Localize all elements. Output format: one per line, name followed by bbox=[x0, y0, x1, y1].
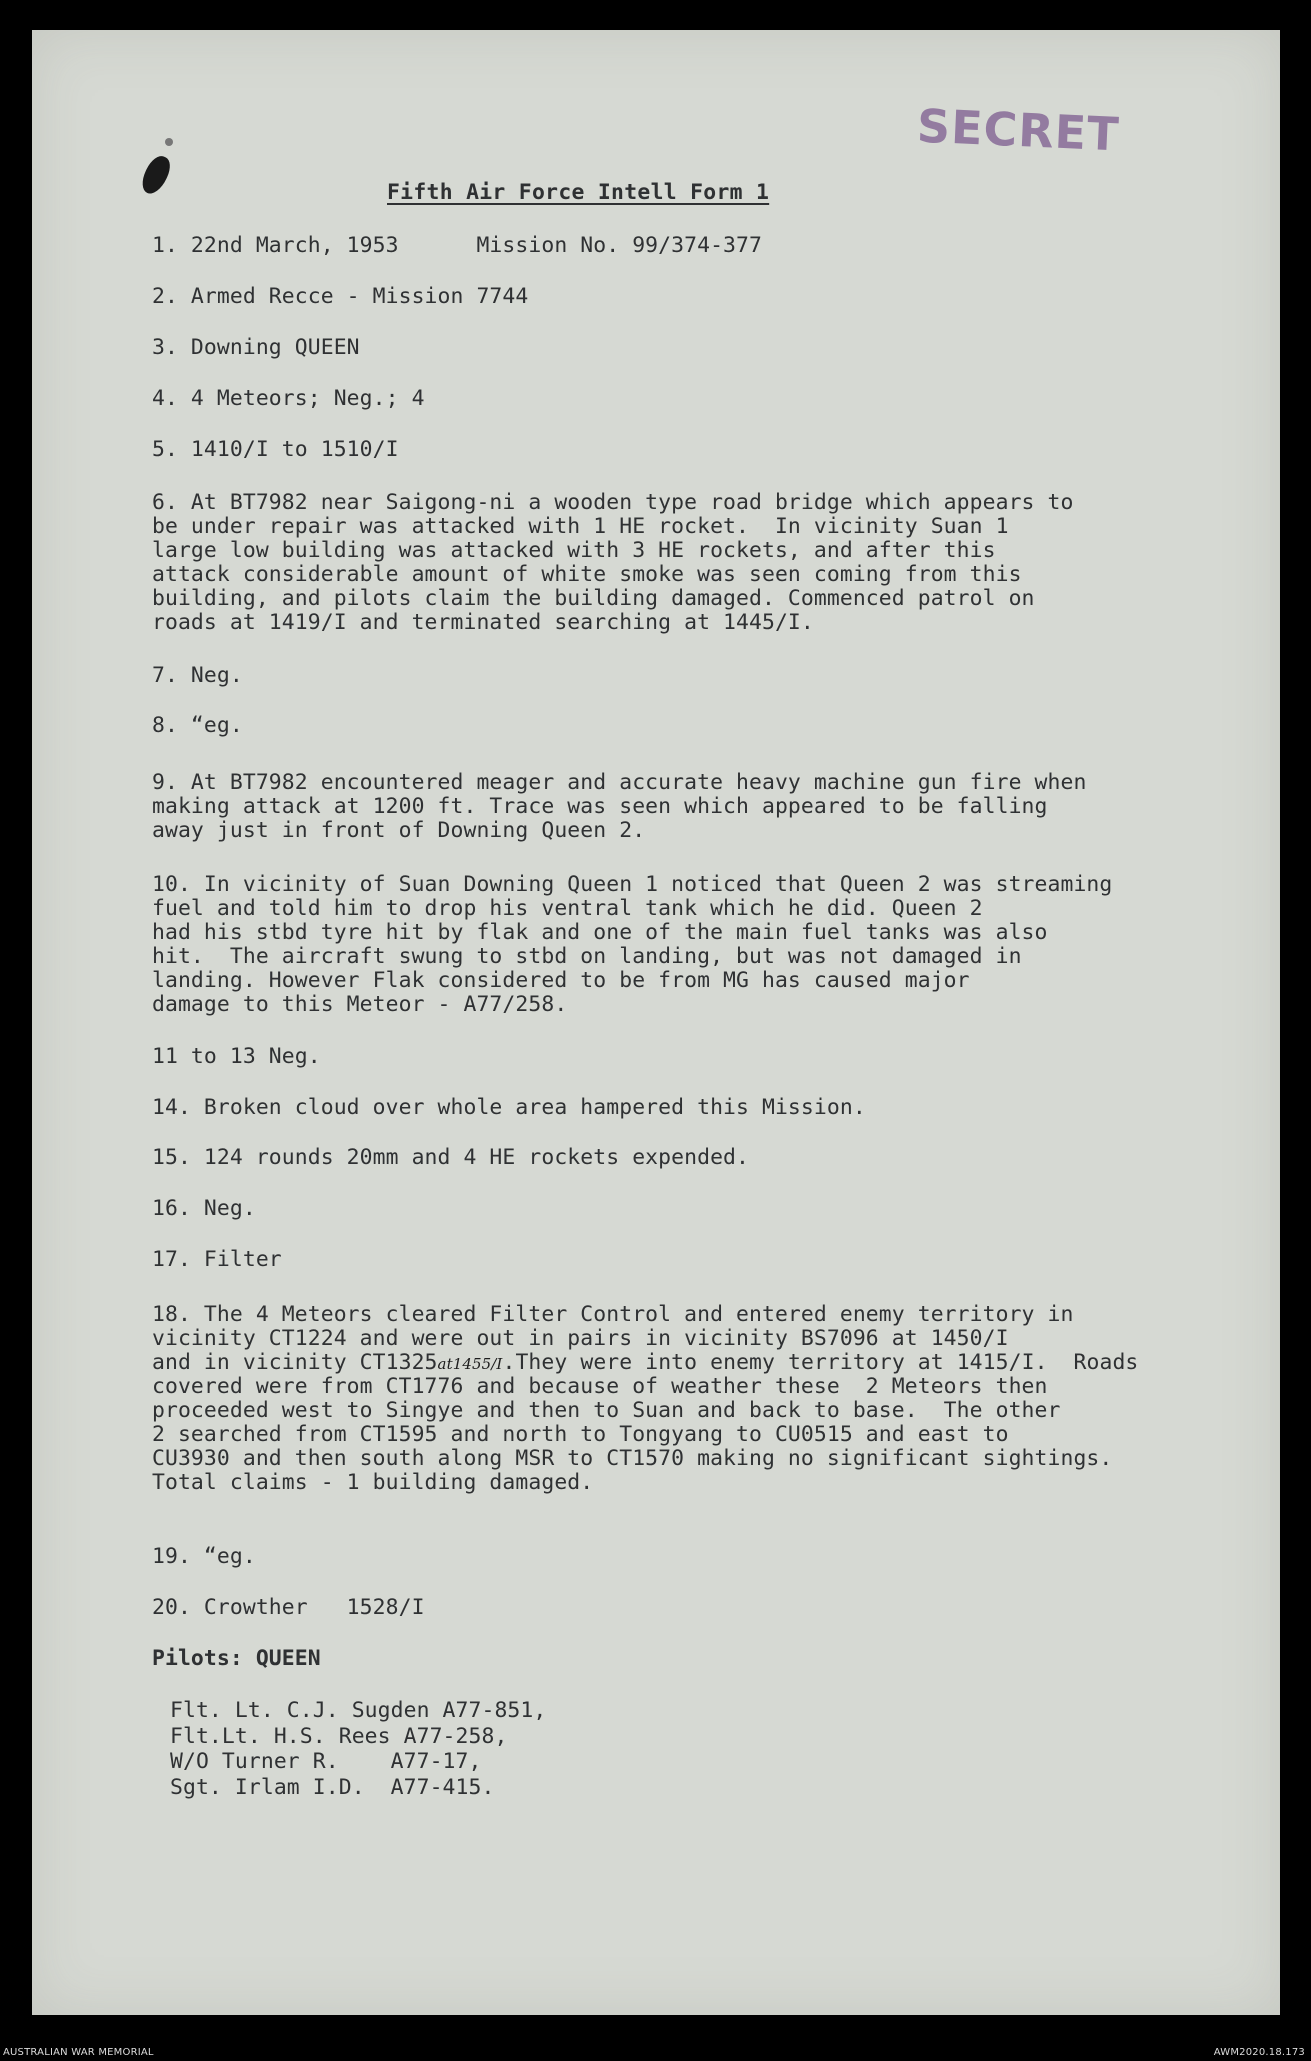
pilot-list bbox=[170, 1698, 546, 1800]
item-10-line: had his stbd tyre hit by flak and one of the main fuel tanks was also bbox=[152, 920, 1048, 945]
item-9-line: away just in front of Downing Queen 2. bbox=[152, 818, 646, 843]
item-6-line: large low building was attacked with 3 HE rockets, and after this bbox=[152, 538, 996, 563]
pilot-entry: W/O Turner R. A77-17, bbox=[170, 1749, 482, 1774]
item-8: 8. “eg. bbox=[152, 713, 243, 738]
item-18 bbox=[152, 1302, 1282, 1494]
item-10-line: 10. In vicinity of Suan Downing Queen 1 noticed that Queen 2 was streaming bbox=[152, 872, 1113, 897]
item-9-line: 9. At BT7982 encountered meager and accurate heavy machine gun fire when bbox=[152, 770, 1087, 795]
item-18-line: proceeded west to Singye and then to Suan and back to base. The other bbox=[152, 1398, 1061, 1423]
handwritten-annotation: at1455/I bbox=[437, 1355, 503, 1373]
pilot-entry: Sgt. Irlam I.D. A77-415. bbox=[170, 1774, 495, 1800]
item-18-line: vicinity CT1224 and were out in pairs in vicinity BS7096 at 1450/I bbox=[152, 1326, 1009, 1351]
item-15: 15. 124 rounds 20mm and 4 HE rockets expended. bbox=[152, 1145, 749, 1170]
item-10-line: landing. However Flak considered to be from MG has caused major bbox=[152, 968, 970, 993]
item-6-line: building, and pilots claim the building damaged. Commenced patrol on bbox=[152, 586, 1035, 611]
item-20: 20. Crowther 1528/I bbox=[152, 1595, 425, 1620]
item-6-line: roads at 1419/I and terminated searching at 1445/I. bbox=[152, 610, 814, 635]
item-18-line: CU3930 and then south along MSR to CT1570 making no significant sightings. bbox=[152, 1446, 1113, 1471]
item-17: 17. Filter bbox=[152, 1247, 282, 1272]
document-page bbox=[32, 30, 1280, 2015]
item-6-line: 6. At BT7982 near Saigong-ni a wooden type road bridge which appears to bbox=[152, 490, 1074, 515]
item-18-line-end: .They were into enemy territory at 1415/I. Roads bbox=[502, 1350, 1139, 1375]
item-4: 4. 4 Meteors; Neg.; 4 bbox=[152, 386, 425, 411]
item-1: 1. 22nd March, 1953 Mission No. 99/374-377 bbox=[152, 233, 762, 258]
footer-accession-number: AWM2020.18.173 bbox=[1213, 2047, 1305, 2058]
item-18-line bbox=[152, 1350, 1282, 1374]
pilot-entry: Flt.Lt. H.S. Rees A77-258, bbox=[170, 1723, 508, 1749]
item-9 bbox=[152, 770, 1282, 842]
footer-institution: AUSTRALIAN WAR MEMORIAL bbox=[3, 2047, 154, 2058]
item-10-line: fuel and told him to drop his ventral tank which he did. Queen 2 bbox=[152, 896, 983, 921]
item-18-line: Total claims - 1 building damaged. bbox=[152, 1470, 594, 1495]
item-3: 3. Downing QUEEN bbox=[152, 335, 360, 360]
item-9-line: making attack at 1200 ft. Trace was seen which appeared to be falling bbox=[152, 794, 1048, 819]
item-10-line: hit. The aircraft swung to stbd on landing, but was not damaged in bbox=[152, 944, 1022, 969]
item-6-line: be under repair was attacked with 1 HE rocket. In vicinity Suan 1 bbox=[152, 514, 1009, 539]
punch-mark bbox=[165, 138, 173, 146]
pilot-entry: Flt. Lt. C.J. Sugden A77-851, bbox=[170, 1698, 547, 1723]
item-2: 2. Armed Recce - Mission 7744 bbox=[152, 284, 529, 309]
paper-sheet bbox=[32, 30, 1280, 2015]
item-18-line: 2 searched from CT1595 and north to Tongyang to CU0515 and east to bbox=[152, 1422, 1009, 1447]
item-18-line-start: and in vicinity CT1325 bbox=[152, 1350, 438, 1375]
item-5: 5. 1410/I to 1510/I bbox=[152, 437, 399, 462]
form-title: Fifth Air Force Intell Form 1 bbox=[387, 180, 770, 205]
item-7: 7. Neg. bbox=[152, 663, 243, 688]
item-16: 16. Neg. bbox=[152, 1196, 256, 1221]
item-11-13: 11 to 13 Neg. bbox=[152, 1044, 321, 1069]
item-6-line: attack considerable amount of white smoke was seen coming from this bbox=[152, 562, 1022, 587]
item-18-line: 18. The 4 Meteors cleared Filter Control and entered enemy territory in bbox=[152, 1302, 1074, 1327]
item-10-line: damage to this Meteor - A77/258. bbox=[152, 992, 568, 1017]
pilots-label: Pilots: QUEEN bbox=[152, 1646, 321, 1671]
secret-stamp: SECRET bbox=[915, 98, 1121, 162]
punch-hole bbox=[138, 152, 175, 198]
item-10 bbox=[152, 872, 1282, 1016]
item-19: 19. “eg. bbox=[152, 1544, 256, 1569]
item-18-line: covered were from CT1776 and because of weather these 2 Meteors then bbox=[152, 1374, 1048, 1399]
item-6 bbox=[152, 490, 1282, 634]
item-14: 14. Broken cloud over whole area hampered this Mission. bbox=[152, 1095, 866, 1120]
